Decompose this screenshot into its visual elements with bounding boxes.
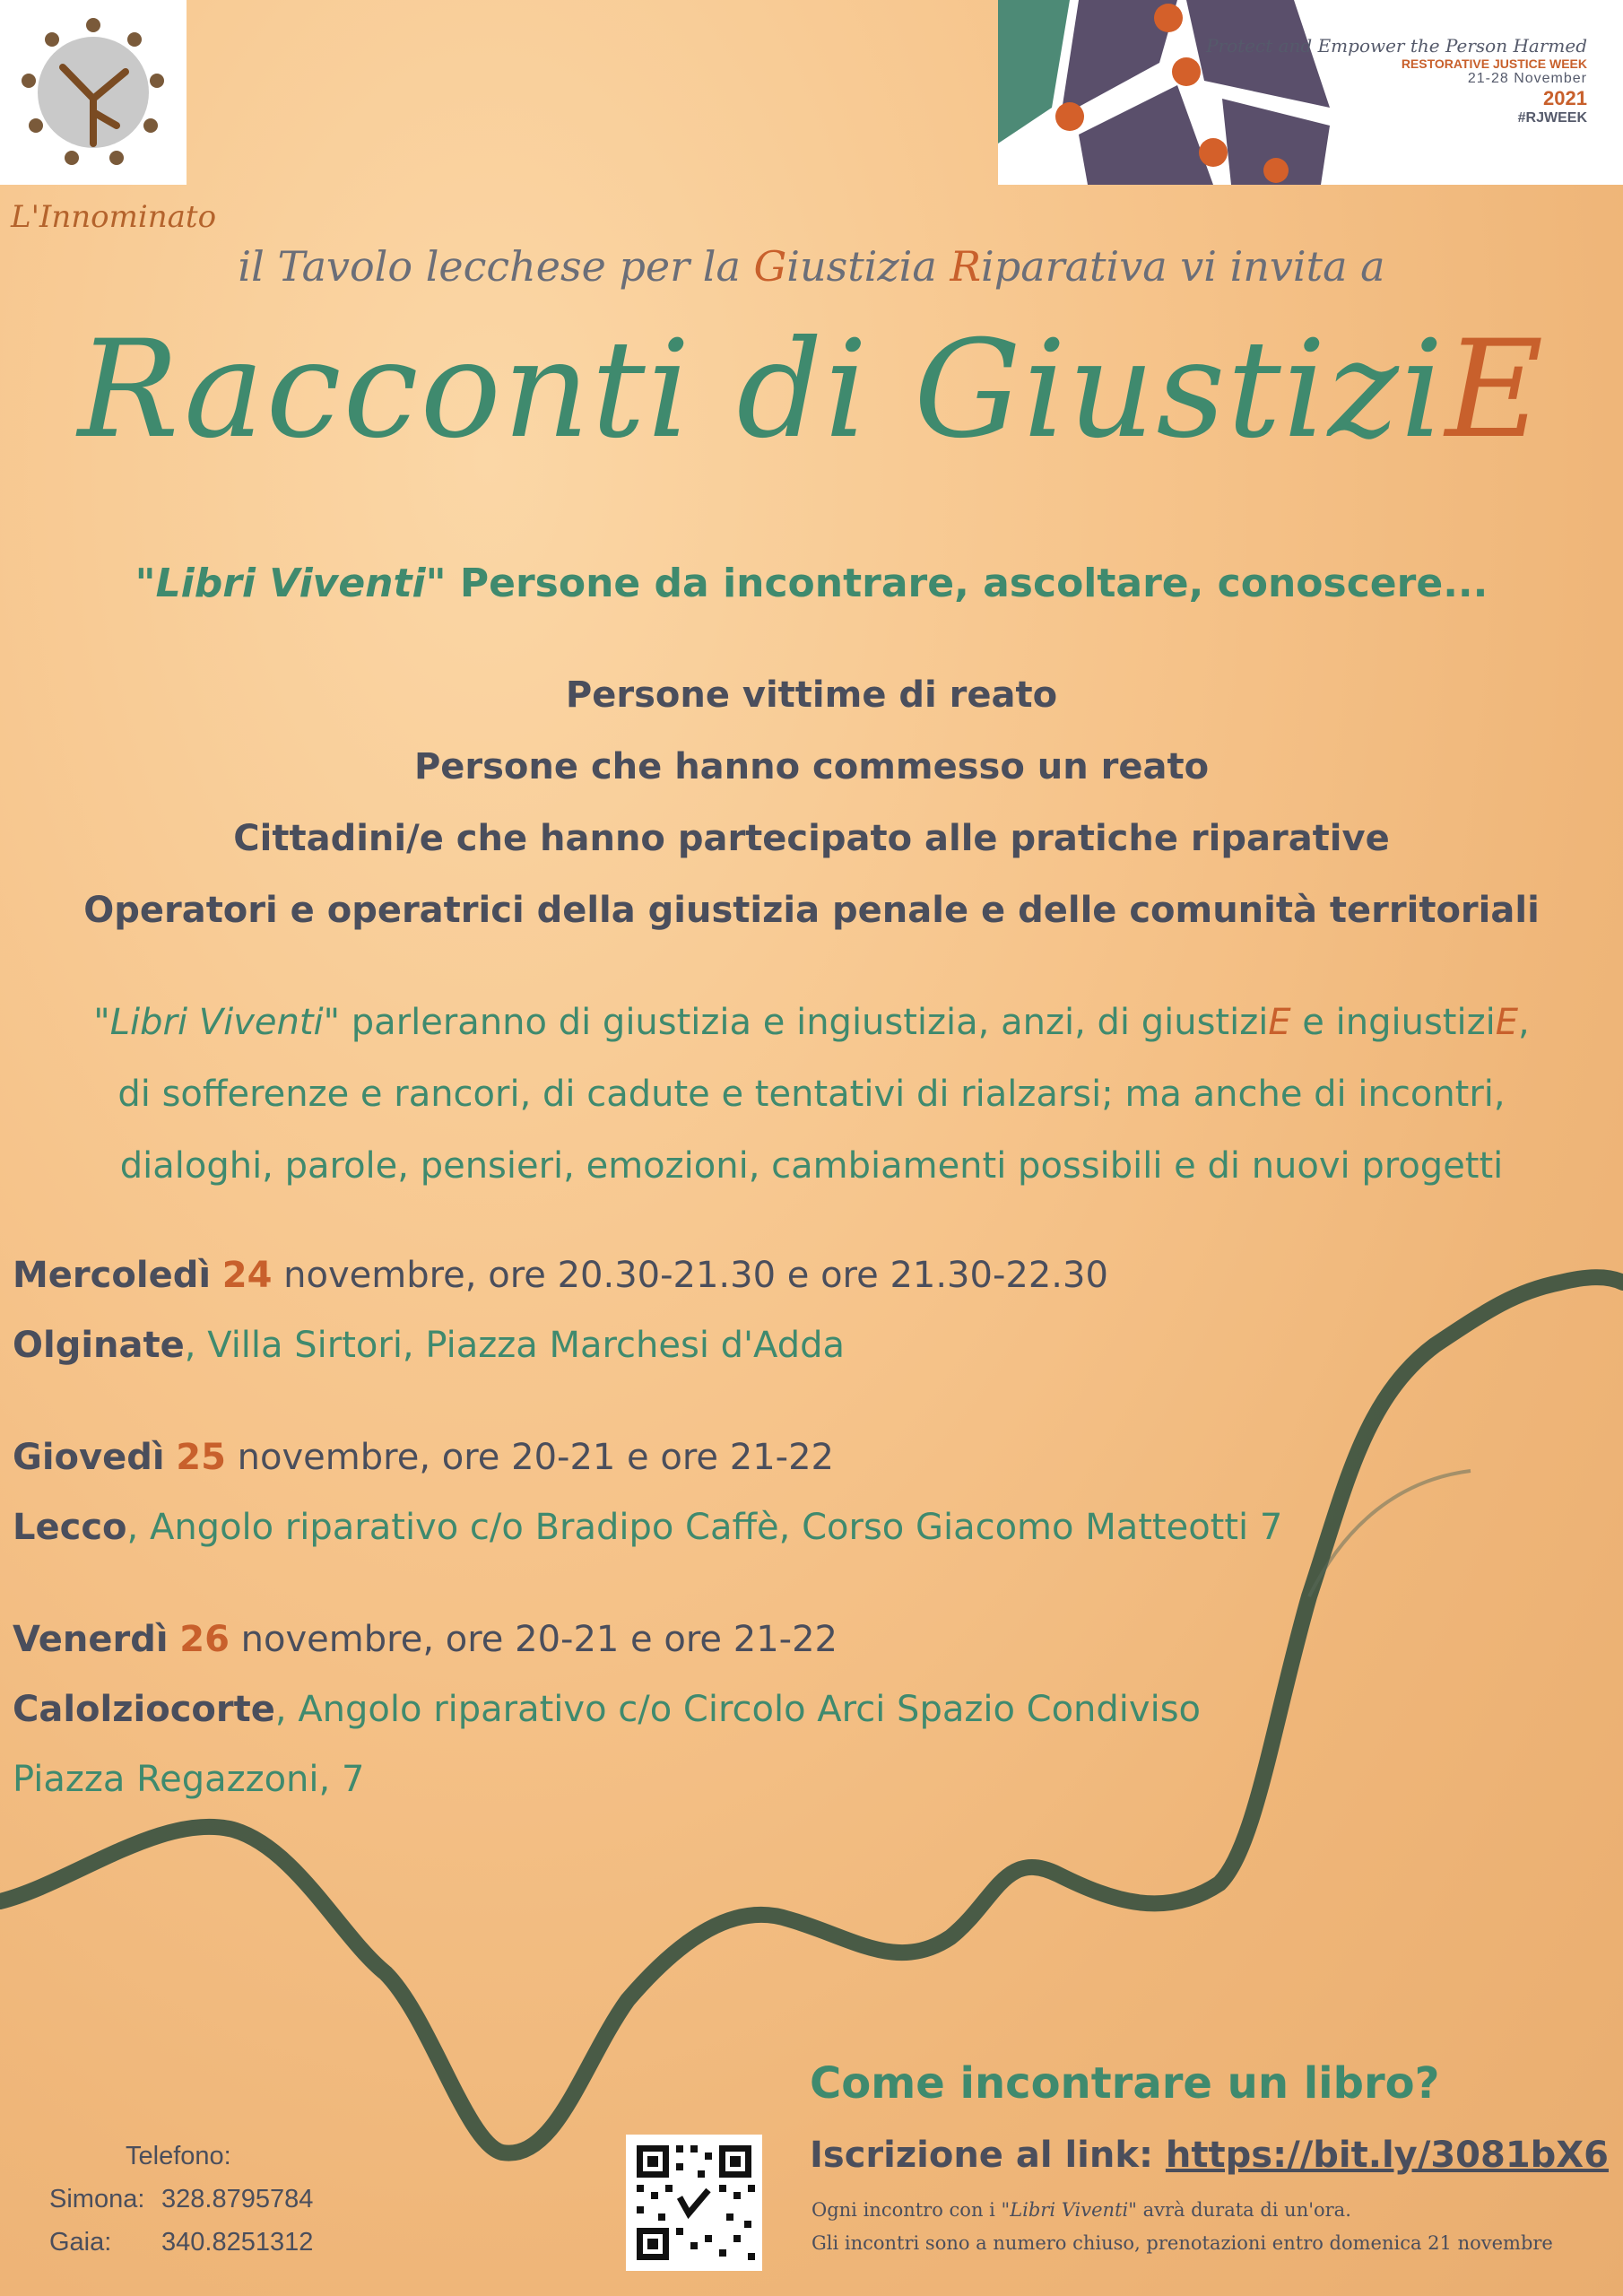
event-friday [13,1605,1201,1814]
subtitle: "Libri Viventi" Persone da incontrare, ascoltare, conoscere... [135,561,1488,606]
person-line: Cittadini/e che hanno partecipato alle pratiche riparative [233,818,1390,859]
event-location: Lecco, Angolo riparativo c/o Bradipo Caffè, Corso Giacomo Matteotti 7 [13,1507,1283,1548]
description-line-2: di sofferenze e rancori, di cadute e tentativi di rialzarsi; ma anche di incontri, [117,1074,1506,1115]
description-line-1: "Libri Viventi" parleranno di giustizia e ingiustizia, anzi, di giustiziE e ingiustiziE, [93,1002,1530,1043]
qr-code-icon [626,2135,762,2271]
event-date: Venerdì 26 novembre, ore 20-21 e ore 21-22 [13,1619,838,1660]
person-line: Persone che hanno commesso un reato [413,746,1210,787]
contact-simona: Simona: 328.8795784 [49,2185,314,2213]
people-list [0,659,1623,946]
signup-link[interactable]: https://bit.ly/3081bX6 [1165,2135,1609,2176]
page-title: Racconti di GiustiziE [77,312,1546,468]
event-wednesday [13,1240,1108,1380]
rj-year: 2021 [1543,87,1587,110]
event-location: Olginate, Villa Sirtori, Piazza Marchesi d'Adda [13,1325,845,1366]
signup-line: Iscrizione al link: https://bit.ly/3081bX6 [810,2135,1609,2176]
event-location: Calolziocorte, Angolo riparativo c/o Circolo Arci Spazio Condiviso [13,1689,1201,1730]
event-location-line-2: Piazza Regazzoni, 7 [13,1759,365,1800]
event-date: Mercoledì 24 novembre, ore 20.30-21.30 e ore 21.30-22.30 [13,1255,1108,1296]
contact-gaia: Gaia: 340.8251312 [49,2228,314,2257]
rj-week-logo [998,0,1623,185]
rj-tagline: Protect and Empower the Person Harmed [1206,35,1587,57]
person-line: Operatori e operatrici della giustizia penale e delle comunità territoriali [83,890,1540,931]
person-line: Persone vittime di reato [565,674,1058,716]
signup-note [812,2194,1553,2260]
description-line-3: dialoghi, parole, pensieri, emozioni, cambiamenti possibili e di nuovi progetti [119,1145,1504,1187]
event-thursday [13,1422,1282,1562]
note-line-2: Gli incontri sono a numero chiuso, prenotazioni entro domenica 21 novembre [812,2232,1553,2254]
rj-dates: 21-28 November [1467,71,1587,87]
qr-code[interactable] [626,2135,762,2271]
signup-heading: Come incontrare un libro? [810,2058,1440,2109]
linnominato-logo [0,0,187,185]
note-line-1: Ogni incontro con i "Libri Viventi" avrà durata di un'ora. [812,2199,1351,2221]
linnominato-caption: L'Innominato [11,199,217,235]
contacts-label: Telefono: [126,2142,231,2170]
invite-line: il Tavolo lecchese per la Giustizia Riparativa vi invita a [238,242,1385,291]
rj-hashtag: #RJWEEK [1517,109,1587,126]
tree-circle-icon [0,0,187,185]
contacts [49,2135,313,2264]
rj-week-title: RESTORATIVE JUSTICE WEEK [1401,57,1587,71]
description [0,987,1623,1202]
event-date: Giovedì 25 novembre, ore 20-21 e ore 21-22 [13,1437,834,1478]
